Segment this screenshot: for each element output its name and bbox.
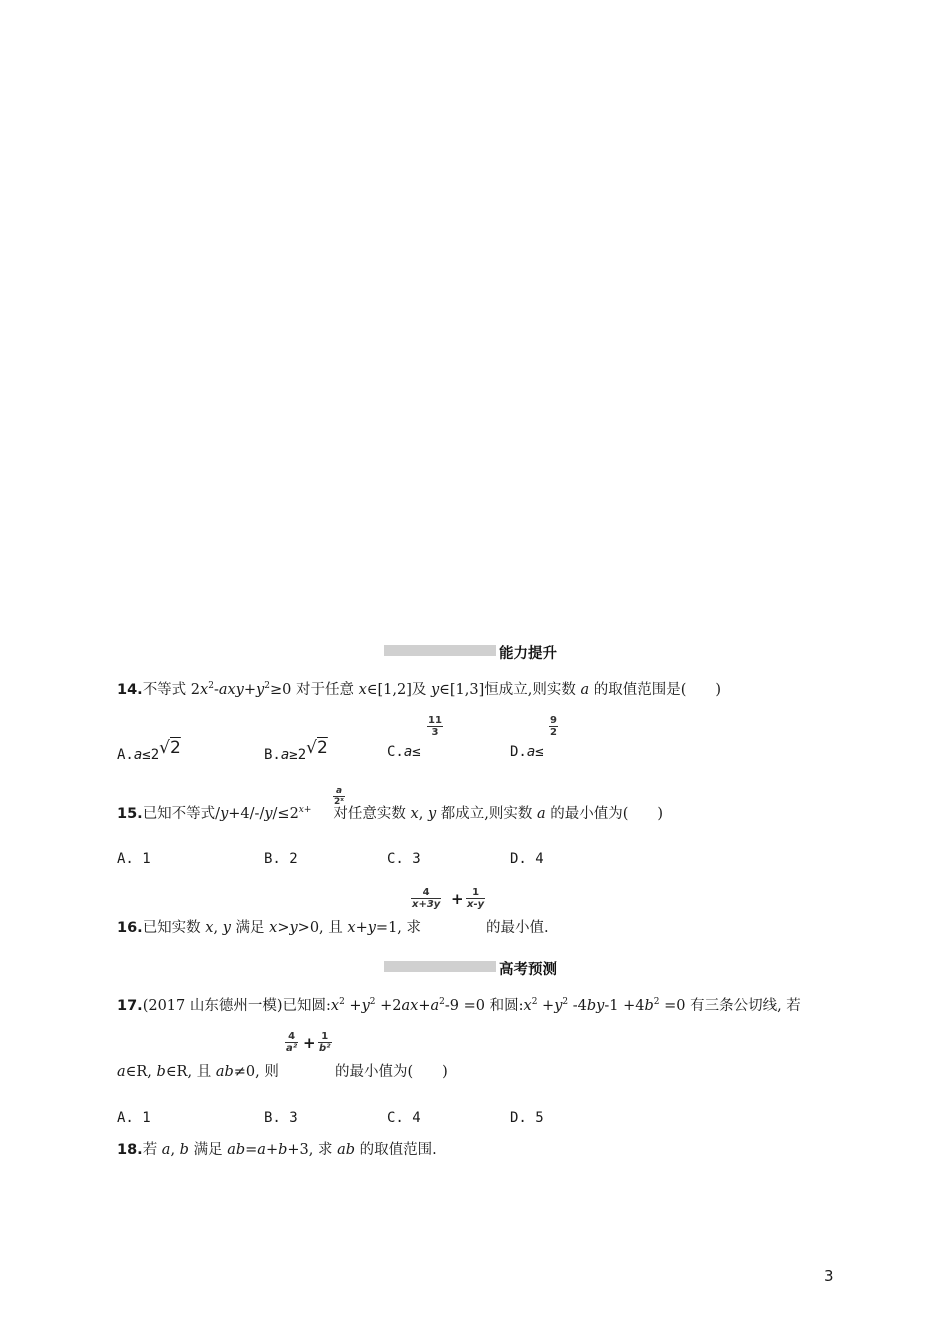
denominator: x+3y xyxy=(412,899,441,910)
text: =0 有三条公切线, 若 xyxy=(659,998,801,1014)
denominator: 2 xyxy=(550,727,557,738)
text: -9 =0 和圆: xyxy=(444,998,524,1014)
var: x xyxy=(358,682,367,698)
var: a xyxy=(257,1142,266,1158)
text: , xyxy=(170,1142,180,1158)
text: 的取值范围. xyxy=(355,1142,437,1158)
text: 的最小值为( ) xyxy=(545,806,664,822)
exp: x xyxy=(298,805,304,816)
var: y xyxy=(361,998,370,1014)
option-label: A. xyxy=(117,747,134,763)
numerator: 11 xyxy=(428,715,442,726)
exp: 2 xyxy=(562,997,569,1008)
var: b xyxy=(644,998,654,1014)
question-number: 17. xyxy=(117,998,143,1014)
exp: 2 xyxy=(439,997,445,1008)
exp: 2 xyxy=(531,997,538,1008)
var: y xyxy=(289,920,298,936)
sqrt-sign: √2 xyxy=(159,738,181,758)
var: x xyxy=(347,920,356,936)
text: ≠0, 则 xyxy=(233,1064,279,1080)
var: y xyxy=(222,920,231,936)
exp: 2 xyxy=(653,997,660,1008)
numerator: 4 xyxy=(288,1031,296,1042)
page-number: 3 xyxy=(824,1267,834,1285)
var: ax xyxy=(401,998,419,1014)
denominator: 2ˣ xyxy=(334,797,344,807)
text: ≤ xyxy=(412,744,421,760)
question-14-stem xyxy=(117,678,721,699)
plus-sign: + xyxy=(451,890,464,908)
var: b xyxy=(156,1064,166,1080)
var: by xyxy=(586,998,605,1014)
text: -4 xyxy=(568,998,587,1014)
exp: 2 xyxy=(339,997,345,1008)
var: y xyxy=(430,682,440,698)
option-d: D. 4 xyxy=(510,851,544,867)
text: ≤ xyxy=(535,744,544,760)
var: x xyxy=(205,920,214,936)
fraction-option-d xyxy=(549,715,558,738)
denominator: a² xyxy=(286,1043,298,1054)
text: (2017 山东德州一模)已知圆: xyxy=(142,998,331,1014)
option-c: C. 4 xyxy=(387,1110,421,1126)
text: + xyxy=(243,682,257,698)
fraction-4-over-x-plus-3y xyxy=(411,887,441,910)
text: +4/-/ xyxy=(228,806,265,822)
var: a xyxy=(280,747,290,763)
option-b: B. 2 xyxy=(264,851,298,867)
section-bar xyxy=(384,645,496,656)
text: ≤2 xyxy=(142,747,160,763)
var: a xyxy=(580,682,590,698)
text: 对任意实数 xyxy=(333,806,411,822)
text: 不等式 2 xyxy=(142,682,201,698)
numerator: 4 xyxy=(422,887,430,898)
numerator: a xyxy=(335,786,343,796)
var: y xyxy=(367,920,376,936)
exp: 2 xyxy=(369,997,376,1008)
text: ≥0 对于任意 xyxy=(269,682,359,698)
sqrt-sign: √2 xyxy=(306,738,328,758)
fraction-exponent xyxy=(333,786,345,807)
option-a: A. 1 xyxy=(117,851,151,867)
text: + xyxy=(418,998,431,1014)
text: 已知实数 xyxy=(142,920,206,936)
var: a xyxy=(430,998,440,1014)
var: b xyxy=(278,1142,288,1158)
text: 若 xyxy=(142,1142,162,1158)
option-label: B. xyxy=(264,747,281,763)
question-number: 14. xyxy=(117,682,143,698)
option-a xyxy=(117,738,181,764)
var: x xyxy=(410,806,419,822)
text: + xyxy=(355,920,368,936)
var: y xyxy=(264,806,273,822)
var: y xyxy=(554,998,563,1014)
question-number: 15. xyxy=(117,806,143,822)
numerator: 1 xyxy=(472,887,480,898)
text: , xyxy=(213,920,223,936)
var: a xyxy=(161,1142,171,1158)
option-c xyxy=(387,744,421,760)
var: y xyxy=(427,806,437,822)
fraction-4-over-a-squared xyxy=(285,1031,298,1054)
text: = xyxy=(245,1142,258,1158)
text: -1 +4 xyxy=(604,998,645,1014)
denominator: 3 xyxy=(427,726,443,738)
text: /≤2 xyxy=(272,806,299,822)
text: ∈R, xyxy=(125,1064,157,1080)
question-17-line-2 xyxy=(117,1060,279,1081)
var: a xyxy=(117,1064,126,1080)
question-17-stem xyxy=(117,994,801,1015)
section-heading-exam: 高考预测 xyxy=(499,962,557,978)
denominator: b² xyxy=(319,1043,331,1054)
question-16-tail: 的最小值. xyxy=(486,920,549,936)
text: ∈[1,3]恒成立,则实数 xyxy=(439,682,581,698)
text: ∈R, 且 xyxy=(165,1064,216,1080)
exp: 2 xyxy=(264,681,270,692)
text: , xyxy=(418,806,428,822)
text: 已知不等式/ xyxy=(142,806,221,822)
var: a xyxy=(133,747,143,763)
numerator: 9 xyxy=(550,715,557,726)
question-16-stem xyxy=(117,916,421,937)
section-bar xyxy=(384,961,496,972)
option-d: D. 5 xyxy=(510,1110,544,1126)
text: ≥2 xyxy=(289,747,307,763)
text: =1, 求 xyxy=(375,920,422,936)
option-c: C. 3 xyxy=(387,851,421,867)
var: ab xyxy=(337,1142,356,1158)
radicand: 2 xyxy=(170,738,181,758)
text: 的取值范围是( ) xyxy=(589,682,722,698)
var: a xyxy=(536,806,546,822)
var: x xyxy=(200,682,209,698)
var: axy xyxy=(218,682,244,698)
question-18-stem xyxy=(117,1138,437,1159)
var: x xyxy=(523,998,532,1014)
question-17-tail: 的最小值为( ) xyxy=(335,1064,448,1080)
question-number: 18. xyxy=(117,1142,143,1158)
numerator: 1 xyxy=(321,1031,329,1042)
question-15-stem xyxy=(117,802,663,823)
text: - xyxy=(213,682,219,698)
fraction-1-over-x-minus-y xyxy=(466,887,485,910)
var: y xyxy=(256,682,265,698)
fraction-1-over-b-squared xyxy=(318,1031,332,1054)
var: ab xyxy=(215,1064,234,1080)
option-label: C. xyxy=(387,744,404,760)
text: +3, 求 xyxy=(287,1142,338,1158)
exp: 2 xyxy=(208,681,214,692)
option-b xyxy=(264,738,328,764)
text: 都成立,则实数 xyxy=(436,806,537,822)
text: > xyxy=(277,920,290,936)
exp: + xyxy=(303,805,312,816)
text: + xyxy=(265,1142,279,1158)
var: x xyxy=(269,920,278,936)
section-heading-ability: 能力提升 xyxy=(499,646,557,662)
option-b: B. 3 xyxy=(264,1110,298,1126)
text: + xyxy=(344,998,362,1014)
text: ∈[1,2]及 xyxy=(366,682,431,698)
var: x xyxy=(330,998,340,1014)
option-label: D. xyxy=(510,744,527,760)
text: + xyxy=(537,998,555,1014)
question-number: 16. xyxy=(117,920,143,936)
text: >0, 且 xyxy=(297,920,348,936)
option-d xyxy=(510,744,544,760)
denominator: x-y xyxy=(467,899,485,910)
option-a: A. 1 xyxy=(117,1110,151,1126)
var: y xyxy=(220,806,229,822)
var: a xyxy=(526,744,536,760)
text: 满足 xyxy=(230,920,270,936)
text: +2 xyxy=(375,998,402,1014)
plus-sign: + xyxy=(303,1034,316,1052)
var: ab xyxy=(227,1142,246,1158)
fraction-option-c xyxy=(427,715,443,738)
var: b xyxy=(179,1142,189,1158)
var: a xyxy=(403,744,413,760)
radicand: 2 xyxy=(317,738,328,758)
text: 满足 xyxy=(188,1142,228,1158)
